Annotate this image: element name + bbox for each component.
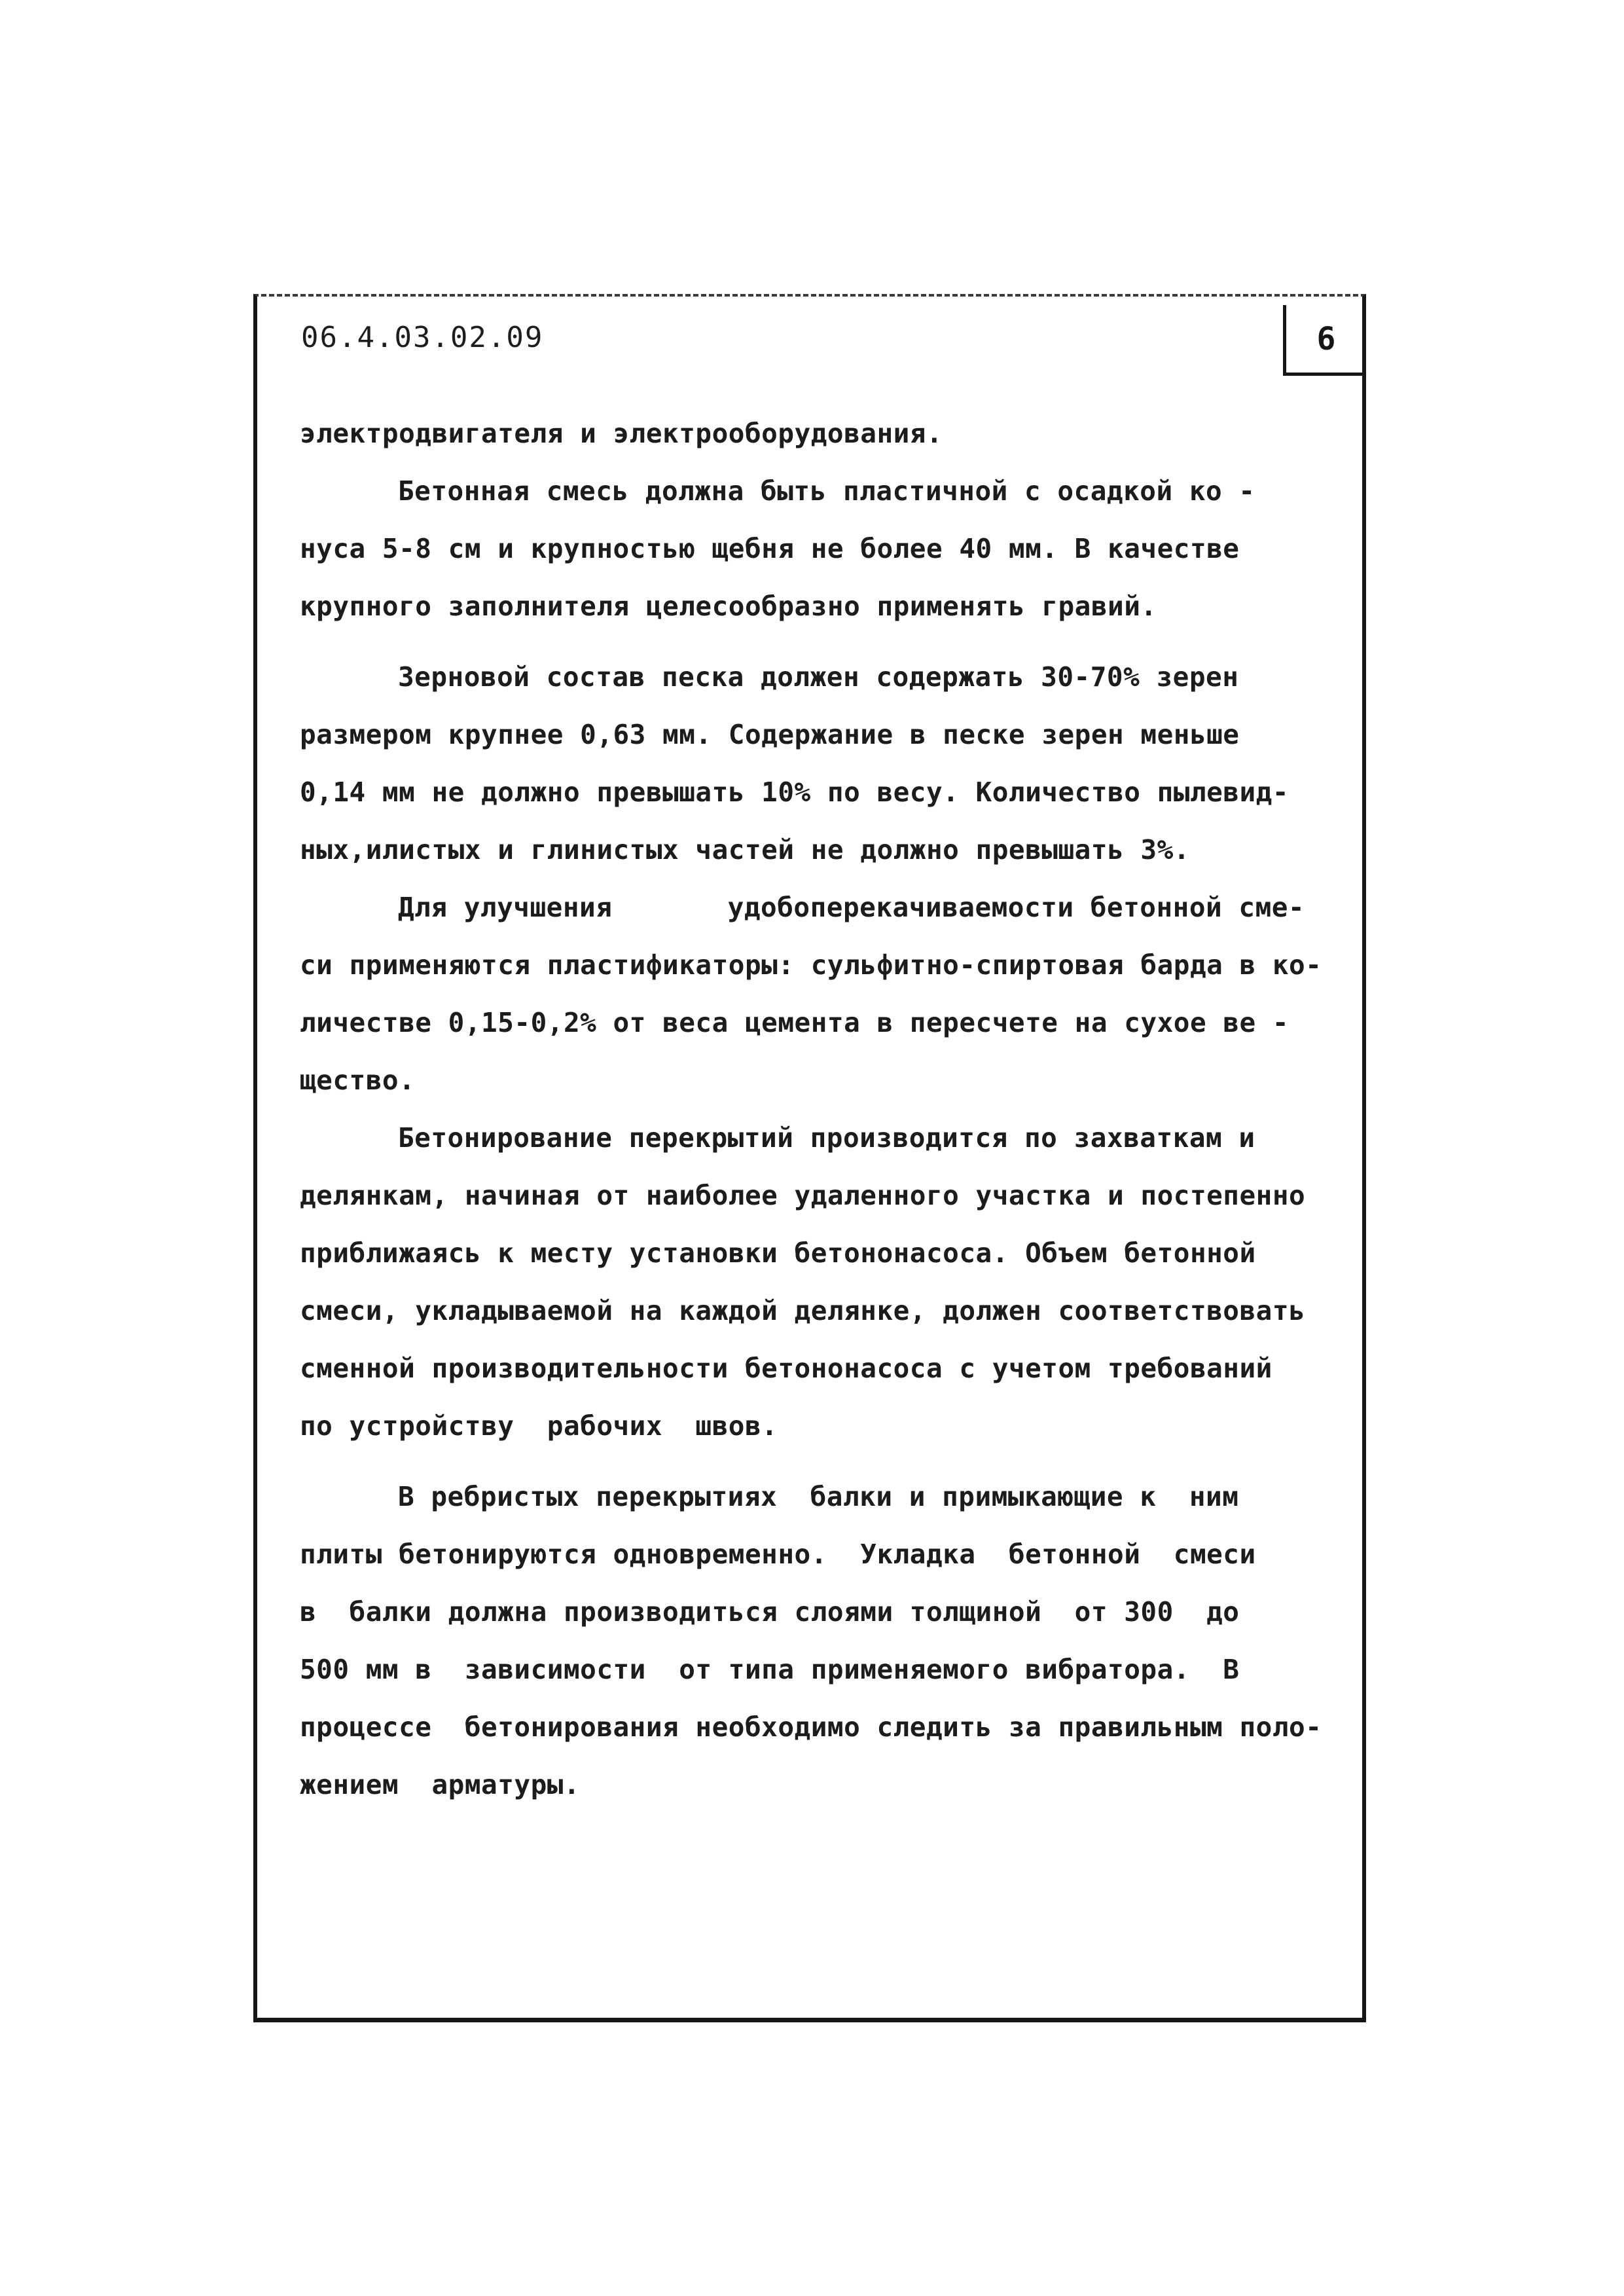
text-line: крупного заполнителя целесообразно применять гравий.: [300, 591, 1157, 622]
text-line: по устройству рабочих швов.: [300, 1410, 778, 1442]
text-line: сменной производительности бетононасоса с учетом требований: [300, 1353, 1272, 1384]
text-line: си применяются пластификаторы: сульфитно-спиртовая барда в ко-: [300, 949, 1322, 981]
text-line: плиты бетонируются одновременно. Укладка бетонной смеси: [300, 1539, 1256, 1570]
page-number: 6: [1316, 320, 1336, 357]
text-line: процессе бетонирования необходимо следить за правильным поло-: [300, 1711, 1322, 1743]
text-line: размером крупнее 0,63 мм. Содержание в песке зерен меньше: [300, 719, 1240, 750]
text-line: 500 мм в зависимости от типа применяемого вибратора. В: [300, 1654, 1240, 1685]
text-line: Бетонная смесь должна быть пластичной с осадкой ко -: [398, 475, 1255, 507]
text-line: смеси, укладываемой на каждой делянке, должен соответствовать: [300, 1295, 1306, 1326]
page-number-box: [1283, 305, 1366, 376]
text-line: ных,илистых и глинистых частей не должно превышать 3%.: [300, 834, 1190, 866]
document-code: 06.4.03.02.09: [301, 321, 544, 354]
text-line: жением арматуры.: [300, 1769, 581, 1800]
text-line: электродвигателя и электрооборудования.: [300, 418, 943, 449]
text-line: приближаясь к месту установки бетононасоса. Объем бетонной: [300, 1237, 1256, 1269]
text-line: нуса 5-8 см и крупностью щебня не более 40 мм. В качестве: [300, 533, 1240, 564]
text-line: Для улучшения удобоперекачиваемости бетонной сме-: [398, 892, 1305, 923]
text-line: Зерновой состав песка должен содержать 30-70% зерен: [398, 661, 1239, 693]
text-line: в балки должна производиться слоями толщиной от 300 до: [300, 1596, 1240, 1628]
text-line: щество.: [300, 1065, 416, 1096]
text-line: 0,14 мм не должно превышать 10% по весу. Количество пылевид-: [300, 776, 1290, 808]
text-line: личестве 0,15-0,2% от веса цемента в пересчете на сухое ве -: [300, 1007, 1290, 1038]
text-line: Бетонирование перекрытий производится по захваткам и: [398, 1122, 1255, 1154]
text-line: В ребристых перекрытиях балки и примыкающие к ним: [398, 1481, 1239, 1512]
text-line: делянкам, начиная от наиболее удаленного участка и постепенно: [300, 1180, 1306, 1211]
body-text: [300, 405, 1354, 1813]
